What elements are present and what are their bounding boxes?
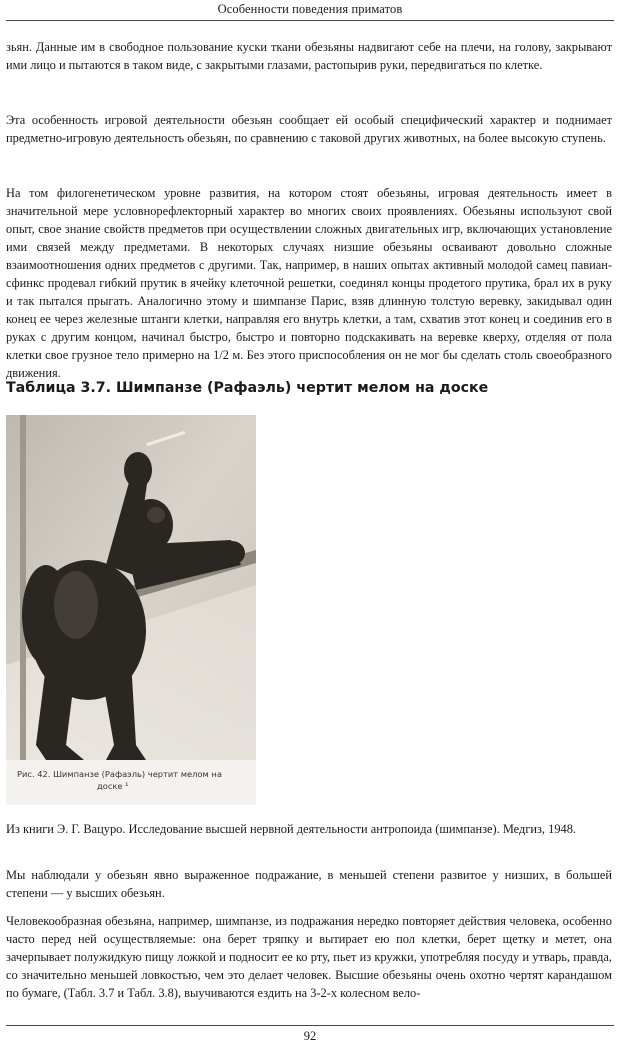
paragraph-1: зьян. Данные им в свободное пользование куски ткани обезьяны надвигают себе на плечи, на голову, закрывают ими лицо и пытаются в таком виде, с закрытыми глазами, растопырив руки, передвигаться по клетке. [6,40,612,72]
paragraph-4: Мы наблюдали у обезьян явно выраженное подражание, в меньшей степени развитое у низших, в большей степени — у высших обезьян. [6,868,612,900]
source-note: Из книги Э. Г. Вацуро. Исследование высшей нервной деятельности антропоида (шимпанзе). Медгиз, 1948. [6,822,576,836]
paragraph-3: На том филогенетическом уровне развития, на котором стоят обезьяны, игровая деятельность имеет в значительной мере условнорефлекторный характер во многих своих проявлениях. Обезьяны используют свой опыт, свое знание свойств предметов при осуществлении сложных двигательных игр, включающих установление ими связей между предметами. В некоторых случаях низшие обезьяны осваивают довольно сложные взаимоотношения одних предметов с другими. Так, например, в наших опытах активный молодой самец павиан-сфинкс продевал гибкий прутик в ячейку клеточной решетки, соединял концы продетого прутика, брал их в руку и так пытался прыгать. Аналогично этому и шимпанзе Парис, взяв длинную толстую веревку, закидывал один конец ее через железные штанги клетки, направляя его внутрь клетки, а там, схватив этот конец и соединив его в руках с другим концом, начинал быстро, быстро и повторно подскакивать на веревке кверху, отделяя от пола клетки свое грузное тело примерно на 1/2 м. Без этого приспособления он не мог бы сделать столь своеобразного движения. [6,186,612,380]
footer-rule [6,1025,614,1026]
running-head: Особенности поведения приматов [6,0,614,21]
paragraph-5: Человекообразная обезьяна, например, шимпанзе, из подражания нередко повторяет действия человека, особенно часто перед ней осуществляемые: она берет тряпку и вытирает ею пол клетки, берет щетку и метет, она зачерпывает полужидкую пищу ложкой и подносит ее ко рту, пьет из кружки, употребляя посуду и утварь, правда, со значительно меньшей ловкостью, чем это делает человек. Высшие обезьяны очень охотно чертят карандашом по бумаге, (Табл. 3.7 и Табл. 3.8), выучиваются ездить на 3-2-х колесном вело- [6,914,612,1000]
page-number: 92 [303,1029,317,1043]
paragraph-2: Эта особенность игровой деятельности обезьян сообщает ей особый специфический характер и поднимает предметно-игровую деятельность обезьян, по сравнению с таковой других животных, на более высокую ступень. [6,113,612,145]
figure-caption-line-1: Рис. 42. Шимпанзе (Рафаэль) чертит мелом на [17,769,222,779]
chimpanzee-illustration [6,415,256,805]
table-heading: Таблица 3.7. Шимпанзе (Рафаэль) чертит мелом на доске [6,380,489,396]
figure-caption-line-2: доске ¹ [97,781,129,791]
chimpanzee-photo [6,415,256,805]
figure-caption [17,768,247,792]
